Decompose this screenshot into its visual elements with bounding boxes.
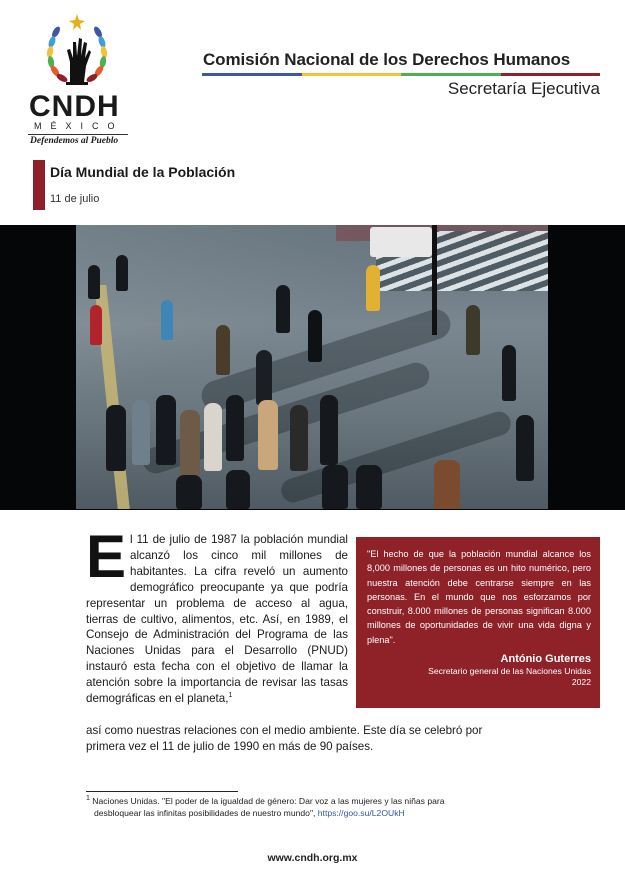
- pedestrian: [434, 460, 460, 509]
- pedestrian: [226, 470, 250, 509]
- logo-country: MÉXICO: [34, 121, 124, 131]
- truck: [370, 227, 432, 257]
- footnote: [86, 796, 536, 819]
- article-continuation: [86, 723, 606, 755]
- quote-text: "El hecho de que la población mundial alcance los 8,000 millones de personas es un hito numérico, pero nuestra atención debe centrarse siempre en las personas. En el mundo que nos esforzamos por construir, 8.000 millones de personas significan 8.000 millones de oportunidades de vivir una vida digna y plena".: [367, 549, 591, 645]
- organization-name: Comisión Nacional de los Derechos Humanos: [203, 50, 571, 69]
- star-icon: [69, 14, 85, 30]
- quote-author-role: Secretario general de las Naciones Unidas: [428, 666, 591, 677]
- pedestrian: [320, 395, 338, 465]
- logo-divider: [28, 134, 128, 135]
- article-paragraph: l 11 de julio de 1987 la población mundial alcanzó los cinco mil millones de habitantes. La cifra reveló un aumento demográfico preocupante ya que podría representar un problema de acceso al agua, tierras de cultivo, alimentos, etc. Así, en 1989, el Consejo de Administración del Programa de las Naciones Unidas para el Desarrollo (PNUD) instauró esta fecha con el objetivo de llamar la atención sobre la importancia de revisar las tasas demográficas en el planeta,: [86, 533, 348, 706]
- footnote-line-1: Naciones Unidas. "El poder de la igualdad de género: Dar voz a las mujeres y las niñas para: [92, 796, 445, 806]
- pedestrian: [516, 415, 534, 481]
- quote-box: [356, 537, 600, 708]
- page-title: Día Mundial de la Población: [50, 164, 236, 180]
- pedestrian: [106, 405, 126, 471]
- crowd-photo: [76, 225, 548, 509]
- pedestrian: [176, 475, 202, 509]
- color-bar-green: [401, 73, 501, 76]
- pedestrian: [466, 305, 480, 355]
- logo-acronym: CNDH: [29, 90, 120, 123]
- drop-cap: E: [86, 523, 127, 590]
- pedestrian: [256, 350, 272, 405]
- article-line: así como nuestras relaciones con el medio ambiente. Este día se celebró por: [86, 724, 483, 737]
- street-pole: [432, 225, 437, 335]
- footnote-number: 1: [86, 795, 90, 803]
- pedestrian: [308, 310, 322, 362]
- color-bar-blue: [202, 73, 302, 76]
- title-accent-bar: [33, 160, 45, 210]
- website-url[interactable]: www.cndh.org.mx: [267, 852, 358, 864]
- pedestrian: [90, 305, 102, 345]
- quote-author: António Guterres: [500, 653, 591, 666]
- footnote-divider: [86, 791, 238, 792]
- logo-motto: Defendemos al Pueblo: [30, 136, 119, 146]
- quote-year: 2022: [571, 677, 591, 688]
- article-line: primera vez el 11 de julio de 1990 en más de 90 países.: [86, 739, 374, 753]
- pedestrian: [502, 345, 516, 401]
- color-bar-red: [501, 73, 601, 76]
- department-name: Secretaría Ejecutiva: [447, 79, 600, 98]
- pedestrian: [116, 255, 128, 291]
- pedestrian: [322, 465, 348, 509]
- cndh-logo: [22, 12, 134, 146]
- pedestrian: [290, 405, 308, 471]
- footnote-line-2: desbloquear las infinitas posibilidades de nuestro mundo",: [94, 807, 316, 818]
- pedestrian: [258, 400, 278, 470]
- raised-hand-icon: [40, 12, 120, 92]
- footnote-ref[interactable]: 1: [228, 692, 233, 700]
- photo-band: [0, 225, 625, 510]
- pedestrian: [356, 465, 382, 509]
- pedestrian: [180, 410, 200, 480]
- shadow: [278, 409, 514, 506]
- article-body: [86, 523, 348, 707]
- color-bar: [202, 73, 600, 76]
- pedestrian: [216, 325, 230, 375]
- pedestrian: [161, 300, 173, 340]
- pedestrian: [204, 403, 222, 471]
- pedestrian: [366, 265, 380, 311]
- color-bar-yellow: [302, 73, 402, 76]
- pedestrian: [226, 395, 244, 461]
- pedestrian: [276, 285, 290, 333]
- pedestrian: [132, 400, 150, 465]
- page-date: 11 de julio: [50, 193, 100, 205]
- pedestrian: [88, 265, 100, 299]
- footnote-link[interactable]: https://goo.su/L2OUkH: [317, 807, 405, 818]
- pedestrian: [156, 395, 176, 465]
